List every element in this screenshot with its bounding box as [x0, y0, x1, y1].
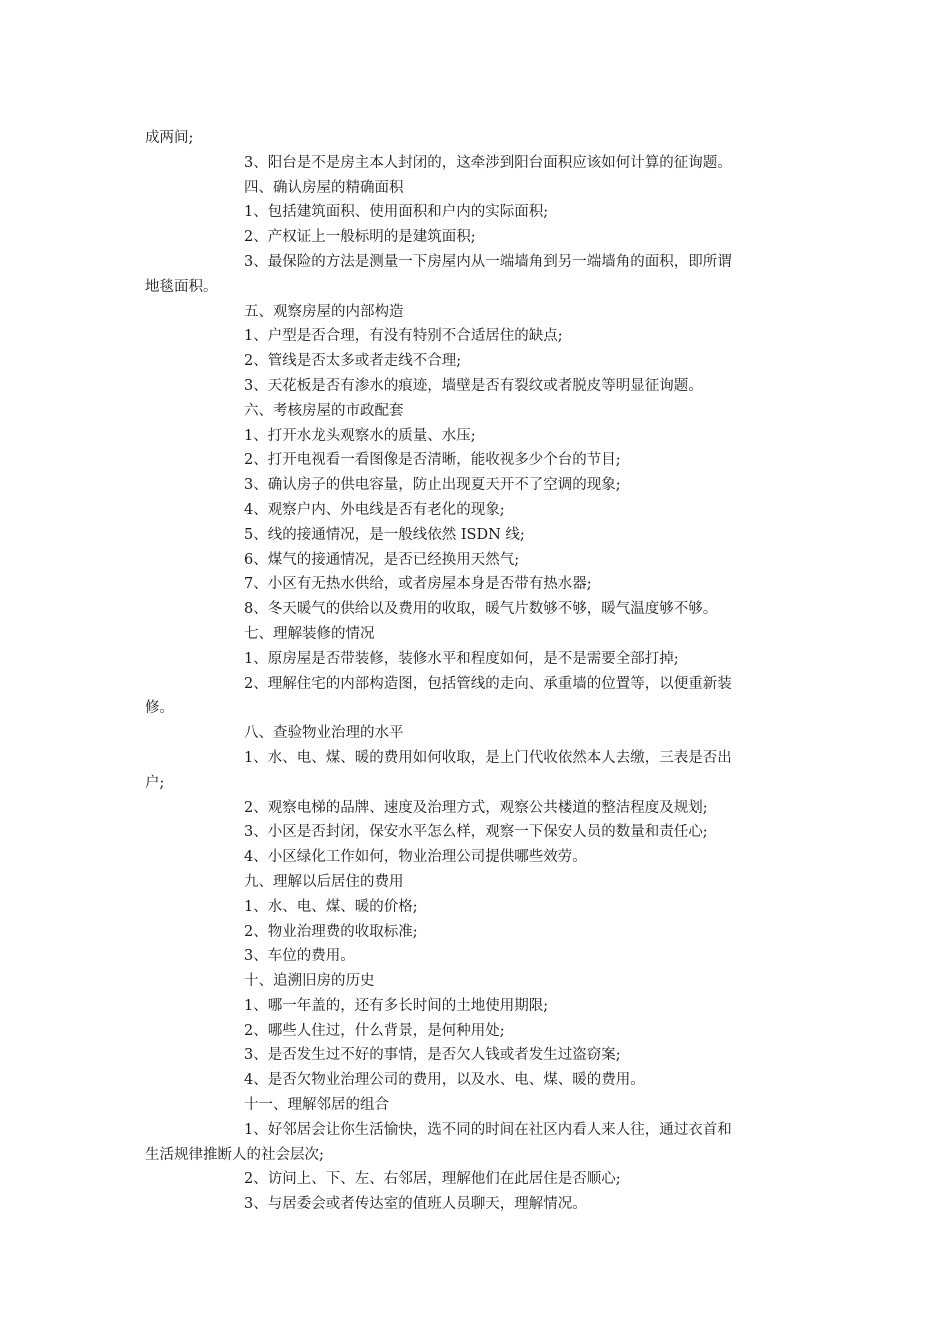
paragraph-line: 1、打开水龙头观察水的质量、水压;: [244, 427, 476, 444]
paragraph-line: 2、产权证上一般标明的是建筑面积;: [244, 229, 476, 246]
paragraph-line: 2、管线是否太多或者走线不合理;: [244, 353, 462, 370]
paragraph-line: 3、车位的费用。: [244, 948, 355, 965]
paragraph-line: 3、阳台是不是房主本人封闭的，这牵涉到阳台面积应该如何计算的征询题。: [244, 154, 732, 171]
paragraph-line: 六、考核房屋的市政配套: [244, 402, 404, 419]
paragraph-line: 3、是否发生过不好的事情，是否欠人钱或者发生过盗窃案;: [244, 1047, 621, 1064]
paragraph-line: 2、哪些人住过，什么背景，是何种用处;: [244, 1022, 505, 1039]
paragraph-line: 2、理解住宅的内部构造图，包括管线的走向、承重墙的位置等，以便重新装: [244, 675, 732, 692]
paragraph-line: 8、冬天暖气的供给以及费用的收取，暖气片数够不够，暖气温度够不够。: [244, 601, 718, 618]
paragraph-line: 4、观察户内、外电线是否有老化的现象;: [244, 501, 505, 518]
paragraph-line: 七、理解装修的情况: [244, 625, 375, 642]
paragraph-line: 2、物业治理费的收取标准;: [244, 923, 418, 940]
paragraph-line: 十、追溯旧房的历史: [244, 973, 375, 990]
continuation-line: 地毯面积。: [145, 278, 218, 295]
paragraph-line: 3、小区是否封闭，保安水平怎么样，观察一下保安人员的数量和责任心;: [244, 824, 708, 841]
paragraph-line: 4、是否欠物业治理公司的费用，以及水、电、煤、暖的费用。: [244, 1072, 645, 1089]
paragraph-line: 3、天花板是否有渗水的痕迹，墙壁是否有裂纹或者脱皮等明显征询题。: [244, 377, 703, 394]
paragraph-line: 五、观察房屋的内部构造: [244, 303, 404, 320]
paragraph-line: 1、水、电、煤、暖的费用如何收取，是上门代收依然本人去缴，三表是否出: [244, 749, 732, 766]
continuation-line: 户;: [145, 774, 165, 791]
paragraph-line: 1、好邻居会让你生活愉快，选不同的时间在社区内看人来人往，通过衣首和: [244, 1121, 732, 1138]
continuation-line: 修。: [145, 700, 174, 717]
paragraph-line: 5、线的接通情况，是一般线依然 ISDN 线;: [244, 526, 525, 543]
paragraph-line: 3、最保险的方法是测量一下房屋内从一端墙角到另一端墙角的面积，即所谓: [244, 253, 732, 270]
paragraph-line: 3、与居委会或者传达室的值班人员聊天，理解情况。: [244, 1196, 587, 1213]
paragraph-line: 1、原房屋是否带装修，装修水平和程度如何，是不是需要全部打掉;: [244, 650, 679, 667]
paragraph-line: 2、访问上、下、左、右邻居，理解他们在此居住是否顺心;: [244, 1171, 621, 1188]
paragraph-line: 1、水、电、煤、暖的价格;: [244, 898, 418, 915]
paragraph-line: 4、小区绿化工作如何，物业治理公司提供哪些效劳。: [244, 849, 587, 866]
paragraph-line: 1、哪一年盖的，还有多长时间的土地使用期限;: [244, 997, 549, 1014]
paragraph-line: 1、包括建筑面积、使用面积和户内的实际面积;: [244, 204, 549, 221]
paragraph-line: 2、观察电梯的品牌、速度及治理方式，观察公共楼道的整洁程度及规划;: [244, 799, 708, 816]
paragraph-line: 1、户型是否合理，有没有特别不合适居住的缺点;: [244, 328, 563, 345]
paragraph-line: 九、理解以后居住的费用: [244, 873, 404, 890]
continuation-line: 成两间;: [145, 130, 194, 146]
paragraph-line: 四、确认房屋的精确面积: [244, 179, 404, 196]
paragraph-line: 十一、理解邻居的组合: [244, 1097, 389, 1114]
continuation-line: 生活规律推断人的社会层次;: [145, 1146, 324, 1163]
paragraph-line: 八、查验物业治理的水平: [244, 725, 404, 742]
paragraph-line: 3、确认房子的供电容量，防止出现夏天开不了空调的现象;: [244, 477, 621, 494]
document-body: [145, 126, 808, 1217]
paragraph-line: 7、小区有无热水供给，或者房屋本身是否带有热水器;: [244, 576, 592, 593]
paragraph-line: 2、打开电视看一看图像是否清晰，能收视多少个台的节目;: [244, 452, 621, 469]
paragraph-line: 6、煤气的接通情况，是否已经换用天然气;: [244, 551, 520, 568]
